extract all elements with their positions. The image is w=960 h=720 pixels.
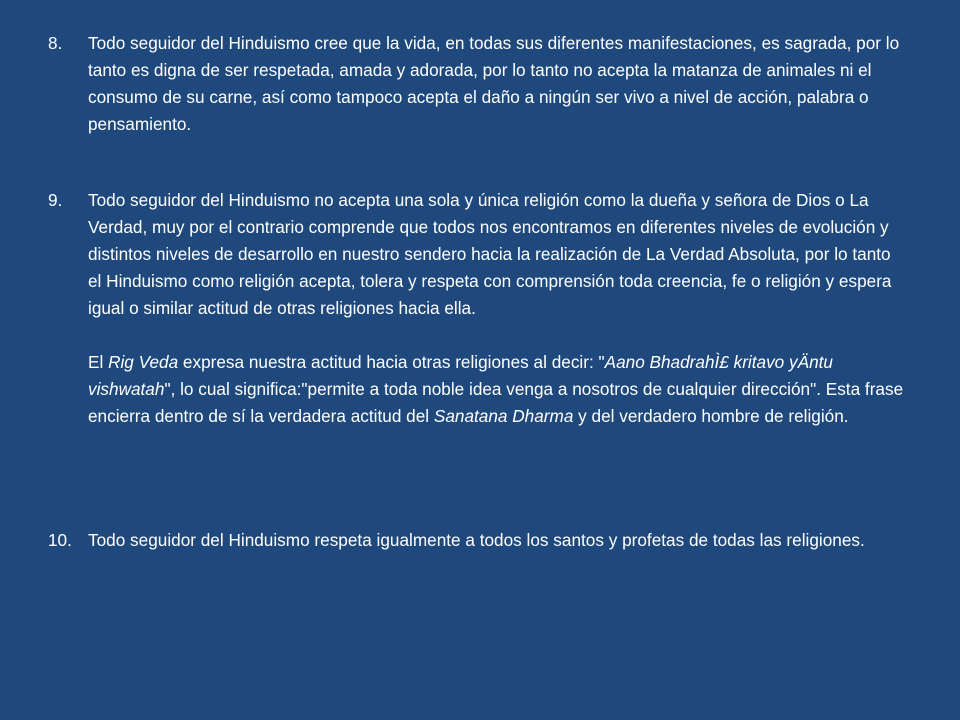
quote-text: expresa nuestra actitud hacia otras religiones al decir: " <box>178 352 605 372</box>
item-text: Todo seguidor del Hinduismo no acepta una sola y única religión como la dueña y señora de Dios o La Verdad, muy por el contrario comprende que todos nos encontramos en diferentes niveles de evolución y distintos niveles de desarrollo en nuestro sendero hacia la realización de La Verdad Absoluta, por lo tanto el Hinduismo como religión acepta, tolera y respeta con comprensión toda creencia, fe o religión y espera igual o similar actitud de otras religiones hacia ella. <box>88 190 892 318</box>
item-number: 9. <box>48 190 63 210</box>
rig-veda-quote-paragraph <box>88 349 908 430</box>
quote-text: ", lo cual significa:"permite a toda noble idea venga a nosotros de cualquier dirección". Esta frase encierra dentro de sí la verdadera actitud del <box>88 379 904 426</box>
item-number: 8. <box>48 33 63 53</box>
item-body <box>88 30 908 138</box>
list-item-10 <box>48 527 908 554</box>
item-text: Todo seguidor del Hinduismo cree que la vida, en todas sus diferentes manifestaciones, es sagrada, por lo tanto es digna de ser respetada, amada y adorada, por lo tanto no acepta la matanza de animales ni el consumo de su carne, así como tampoco acepta el daño a ningún ser vivo a nivel de acción, palabra o pensamiento. <box>88 33 900 134</box>
item-body <box>88 527 908 554</box>
rig-veda-title: Rig Veda <box>108 352 179 372</box>
item-number: 10. <box>48 530 72 550</box>
item-text: Todo seguidor del Hinduismo respeta igualmente a todos los santos y profetas de todas las religiones. <box>88 530 865 550</box>
list-item-8 <box>48 30 908 138</box>
quote-text: El <box>88 352 109 372</box>
sanatana-dharma-term: Sanatana Dharma <box>433 406 574 426</box>
item-body <box>88 187 908 430</box>
list-item-9 <box>48 187 908 430</box>
quote-text: y del verdadero hombre de religión. <box>573 406 849 426</box>
sanskrit-phrase: Aano BhadrahÌ£ kritavo yÄntu vishwatah <box>88 352 833 399</box>
